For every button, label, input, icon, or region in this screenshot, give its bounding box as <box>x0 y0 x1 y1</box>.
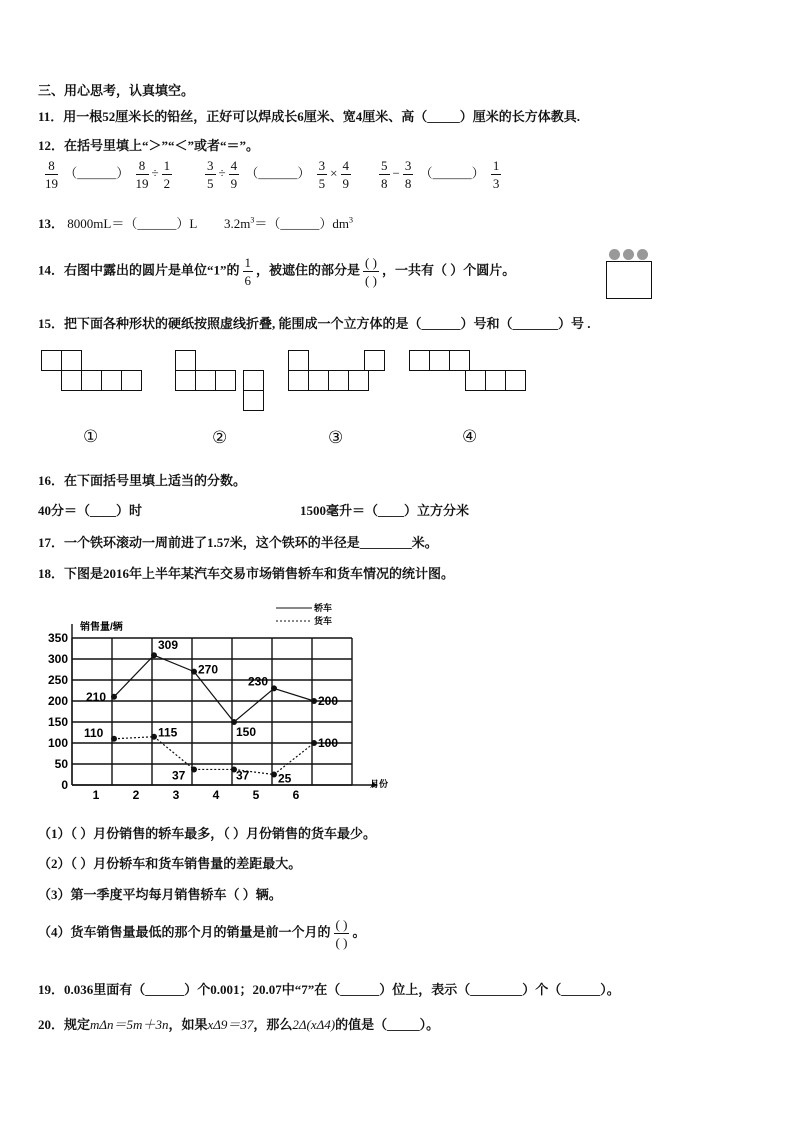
q18-text: 下图是2016年上半年某汽车交易市场销售轿车和货车情况的统计图。 <box>64 566 455 581</box>
car-point <box>191 669 197 675</box>
x-tick-label: 6 <box>292 788 300 802</box>
y-axis-title: 销售量/辆 <box>80 622 123 633</box>
cover-box <box>606 261 652 299</box>
y-tick-label: 350 <box>47 631 68 645</box>
q18-sub2: （2）（ ）月份轿车和货车销售量的差距最大。 <box>38 856 302 871</box>
car-point <box>151 652 157 658</box>
truck-point <box>151 734 157 740</box>
y-tick-label: 300 <box>47 652 68 666</box>
sales-line-chart <box>30 598 389 803</box>
q12-comparison-3: $\frac{5}{8}$ − $\frac{3}{8}$ （______） $\frac{1}{3}$ <box>381 158 500 191</box>
x-tick-label: 3 <box>172 788 180 802</box>
data-label: 230 <box>248 674 269 689</box>
data-label: 150 <box>236 725 257 739</box>
car-point <box>111 694 117 700</box>
question-20: 20．规定mΔn＝5m＋3n，如果xΔ9＝37，那么2Δ(xΔ4)的值是（_____）。 <box>38 1017 440 1032</box>
q11-text: 用一根52厘米长的铅丝，正好可以焊成长6厘米、宽4厘米、高（_____）厘米的长方体教具. <box>63 109 581 124</box>
q15-number: 15． <box>38 316 65 331</box>
q16-part1: 40分＝（____）时 <box>38 503 143 518</box>
question-12 <box>38 135 259 154</box>
q20-condition: xΔ9＝37 <box>207 1017 254 1032</box>
question-18 <box>38 563 454 582</box>
chart-axes <box>48 620 388 802</box>
chart-legend <box>276 602 332 626</box>
net-label-4: ④ <box>462 427 478 446</box>
y-tick-label: 250 <box>47 673 68 687</box>
y-tick-label: 0 <box>61 778 68 792</box>
truck-point <box>271 772 277 778</box>
truck-point <box>111 736 117 742</box>
y-tick-label: 50 <box>54 757 68 771</box>
q18-sub3: （3）第一季度平均每月销售轿车（ ）辆。 <box>38 887 282 902</box>
x-tick-label: 1 <box>92 788 100 802</box>
q11-number: 11． <box>38 109 64 124</box>
question-19 <box>38 979 620 998</box>
question-13: 13． 8000mL＝（______）L $3.2m^3=(\_\_\_\_\_\_)dm^3$ <box>38 215 354 231</box>
truck-point <box>311 740 317 746</box>
data-label: 37 <box>172 768 186 783</box>
circle-coin-icon <box>623 249 634 260</box>
chart-grid <box>72 638 352 785</box>
q12-number: 12． <box>38 138 65 153</box>
data-label: 210 <box>86 689 107 704</box>
legend-label-car: 轿车 <box>314 603 333 613</box>
question-17 <box>38 532 438 551</box>
data-label: 200 <box>318 694 339 708</box>
q18-sub1: （1）（ ）月份销售的轿车最多，（ ）月份销售的货车最少。 <box>38 826 377 841</box>
q20-formula: mΔn＝5m＋3n <box>90 1017 169 1032</box>
q16-text: 在下面括号里填上适当的分数。 <box>64 473 247 488</box>
q20-expression: 2Δ(xΔ4) <box>292 1017 336 1032</box>
y-tick-label: 100 <box>47 736 68 750</box>
q12-blank-2[interactable]: （______） <box>245 165 311 181</box>
data-label: 37 <box>236 768 250 783</box>
q15-text: 把下面各种形状的硬纸按照虚线折叠, 能围成一个立方体的是（______）号和（_______）号 . <box>64 316 591 331</box>
section-title: 三、用心思考，认真填空。 <box>38 83 195 98</box>
x-axis-title: 月份 <box>370 779 389 789</box>
q12-comparison-2: $\frac{3}{5}$ ÷ $\frac{4}{9}$ （______） $\frac{3}{5}$ × $\frac{4}{9}$ <box>207 158 349 191</box>
q12-blank-1[interactable]: （______） <box>64 165 130 181</box>
q13-part2a: 3.2m <box>224 216 251 231</box>
data-label: 270 <box>198 662 219 677</box>
data-label: 100 <box>318 736 339 750</box>
data-label: 309 <box>158 638 179 653</box>
car-point <box>271 685 277 691</box>
circle-coin-icon <box>637 249 648 260</box>
legend-label-truck: 货车 <box>314 616 333 626</box>
q13-number: 13． <box>38 216 65 231</box>
q18-sub4: （4）货车销售量最低的那个月的销量是前一个月的 $\frac{( )}{( )}$ 。 <box>38 917 366 950</box>
y-tick-label: 200 <box>47 694 68 708</box>
q16-part2: 1500毫升＝（____）立方分米 <box>300 503 470 518</box>
net-label-2: ② <box>212 428 228 447</box>
question-16 <box>38 470 246 489</box>
q19-number: 19． <box>38 982 65 997</box>
truck-point <box>191 766 197 772</box>
y-tick-label: 150 <box>47 715 68 729</box>
car-point <box>311 698 317 704</box>
x-tick-label: 2 <box>132 788 140 802</box>
q18-number: 18． <box>38 566 65 581</box>
q20-number: 20． <box>38 1017 65 1032</box>
question-11 <box>38 106 580 125</box>
x-tick-label: 5 <box>252 788 260 802</box>
data-label: 115 <box>158 725 178 740</box>
q17-text: 一个铁环滚动一周前进了1.57米，这个铁环的半径是________米。 <box>64 535 438 550</box>
q19-text: 0.036里面有（______）个0.001；20.07中“7”在（______）位上，表示（________）个（______）。 <box>64 982 620 997</box>
net-label-3: ③ <box>328 428 344 447</box>
q14-number: 14． <box>38 262 65 278</box>
question-14: 14．右图中露出的圆片是单位“1”的 $\frac{1}{6}$ ，被遮住的部分是 $\frac{( )}{( )}$ ，一共有（ ）个圆片。 <box>38 255 516 288</box>
q13-part1: 8000mL＝（______）L <box>67 216 197 231</box>
circle-coin-icon <box>609 249 620 260</box>
data-label: 110 <box>84 725 104 740</box>
q13-part2b: ＝（______）dm <box>254 216 350 231</box>
question-15 <box>38 313 591 332</box>
coin-figure <box>606 249 652 299</box>
net-label-1: ① <box>83 427 99 446</box>
q17-number: 17． <box>38 535 65 550</box>
x-tick-label: 4 <box>212 788 220 802</box>
q12-comparison-1: $\frac{8}{19}$ （______） $\frac{8}{19}$ ÷ $\frac{1}{2}$ <box>45 158 171 191</box>
data-label: 25 <box>278 771 292 786</box>
q12-text: 在括号里填上“＞”“＜”或者“＝”。 <box>64 138 260 153</box>
q16-number: 16． <box>38 473 65 488</box>
q12-blank-3[interactable]: （______） <box>419 165 485 181</box>
